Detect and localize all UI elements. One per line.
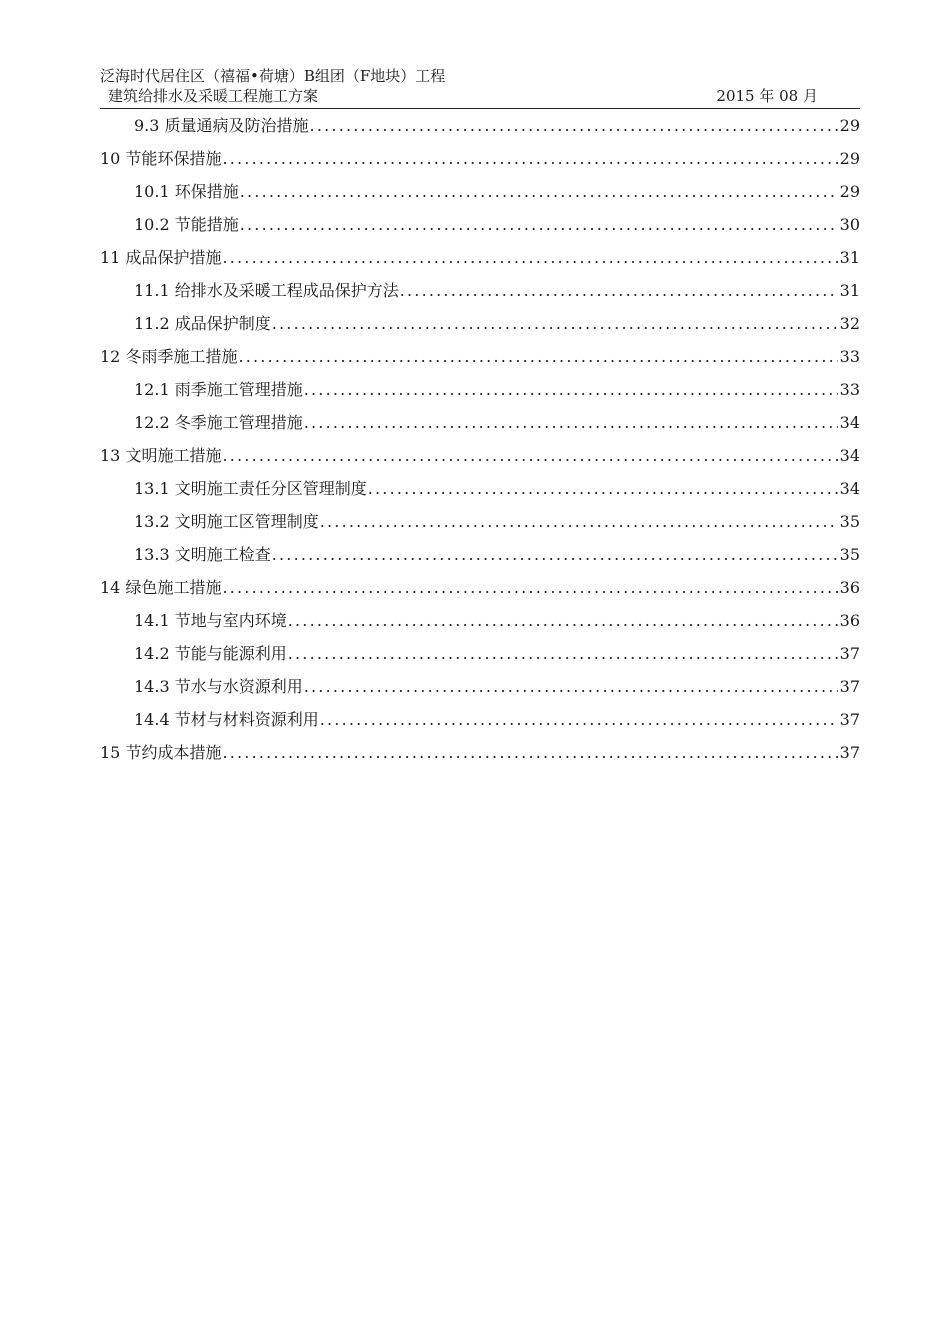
toc-entry-title: 13.3 文明施工检查: [134, 545, 271, 564]
toc-dot-leader: [239, 213, 838, 237]
page-header: [100, 66, 860, 106]
toc-dot-leader: [271, 543, 838, 567]
toc-entry-title: 10 节能环保措施: [100, 149, 222, 168]
toc-entry[interactable]: [100, 477, 860, 510]
toc-dot-leader: [237, 345, 837, 369]
toc-dot-leader: [221, 741, 837, 765]
toc-page-number: 29: [839, 116, 860, 135]
toc-page-number: 33: [839, 380, 860, 399]
toc-entry-title: 11 成品保护措施: [100, 248, 222, 267]
toc-page-number: 34: [839, 479, 860, 498]
toc-page-number: 29: [839, 149, 860, 168]
toc-entry[interactable]: [100, 741, 860, 774]
toc-entry-title: 12 冬雨季施工措施: [100, 347, 238, 366]
toc-page-number: 37: [839, 644, 860, 663]
toc-page-number: 29: [839, 182, 860, 201]
document-title: 建筑给排水及采暖工程施工方案: [108, 87, 319, 105]
toc-page-number: 35: [839, 512, 860, 531]
toc-entry[interactable]: [100, 609, 860, 642]
toc-page-number: 37: [839, 710, 860, 729]
toc-entry[interactable]: [100, 642, 860, 675]
toc-entry-title: 11.2 成品保护制度: [134, 314, 271, 333]
toc-entry-title: 12.1 雨季施工管理措施: [134, 380, 303, 399]
project-title: 泛海时代居住区（禧福•荷塘）B组团（F地块）工程: [100, 67, 446, 85]
toc-entry-title: 13.1 文明施工责任分区管理制度: [134, 479, 367, 498]
toc-page-number: 37: [839, 743, 860, 762]
toc-page-number: 34: [839, 413, 860, 432]
toc-page-number: 31: [839, 248, 860, 267]
toc-entry-title: 11.1 给排水及采暖工程成品保护方法: [134, 281, 399, 300]
toc-entry-title: 14.4 节材与材料资源利用: [134, 710, 319, 729]
toc-dot-leader: [303, 378, 838, 402]
toc-dot-leader: [221, 576, 837, 600]
toc-entry[interactable]: [100, 708, 860, 741]
toc-page-number: 36: [839, 611, 860, 630]
toc-dot-leader: [221, 246, 837, 270]
header-divider: [100, 108, 860, 109]
toc-dot-leader: [221, 444, 837, 468]
toc-entry[interactable]: [100, 576, 860, 609]
toc-entry-title: 9.3 质量通病及防治措施: [134, 116, 309, 135]
toc-dot-leader: [319, 510, 838, 534]
toc-page-number: 37: [839, 677, 860, 696]
table-of-contents: [100, 114, 860, 774]
toc-entry-title: 13 文明施工措施: [100, 446, 222, 465]
toc-dot-leader: [367, 477, 838, 501]
toc-page-number: 36: [839, 578, 860, 597]
toc-entry-title: 12.2 冬季施工管理措施: [134, 413, 303, 432]
document-date: 2015 年 08 月: [716, 87, 818, 105]
toc-dot-leader: [271, 312, 838, 336]
toc-dot-leader: [239, 180, 838, 204]
toc-entry[interactable]: [100, 147, 860, 180]
toc-entry[interactable]: [100, 378, 860, 411]
toc-entry[interactable]: [100, 246, 860, 279]
toc-entry[interactable]: [100, 213, 860, 246]
toc-page-number: 33: [839, 347, 860, 366]
toc-entry-title: 10.2 节能措施: [134, 215, 239, 234]
toc-entry[interactable]: [100, 411, 860, 444]
toc-entry-title: 14.3 节水与水资源利用: [134, 677, 303, 696]
toc-dot-leader: [287, 609, 838, 633]
toc-entry[interactable]: [100, 180, 860, 213]
toc-entry[interactable]: [100, 510, 860, 543]
toc-entry-title: 13.2 文明施工区管理制度: [134, 512, 319, 531]
toc-entry[interactable]: [100, 312, 860, 345]
header-subline: [100, 86, 860, 106]
toc-dot-leader: [303, 411, 838, 435]
toc-entry-title: 14 绿色施工措施: [100, 578, 222, 597]
toc-dot-leader: [221, 147, 837, 171]
toc-dot-leader: [319, 708, 838, 732]
toc-entry-title: 10.1 环保措施: [134, 182, 239, 201]
toc-entry-title: 14.1 节地与室内环境: [134, 611, 287, 630]
toc-dot-leader: [287, 642, 838, 666]
toc-entry[interactable]: [100, 675, 860, 708]
toc-dot-leader: [399, 279, 838, 303]
toc-entry[interactable]: [100, 543, 860, 576]
toc-dot-leader: [303, 675, 838, 699]
toc-dot-leader: [309, 114, 838, 138]
toc-page-number: 34: [839, 446, 860, 465]
toc-page-number: 30: [839, 215, 860, 234]
toc-entry[interactable]: [100, 114, 860, 147]
toc-page-number: 32: [839, 314, 860, 333]
toc-page-number: 35: [839, 545, 860, 564]
toc-page-number: 31: [839, 281, 860, 300]
toc-entry[interactable]: [100, 345, 860, 378]
toc-entry[interactable]: [100, 279, 860, 312]
toc-entry-title: 15 节约成本措施: [100, 743, 222, 762]
toc-entry-title: 14.2 节能与能源利用: [134, 644, 287, 663]
toc-entry[interactable]: [100, 444, 860, 477]
